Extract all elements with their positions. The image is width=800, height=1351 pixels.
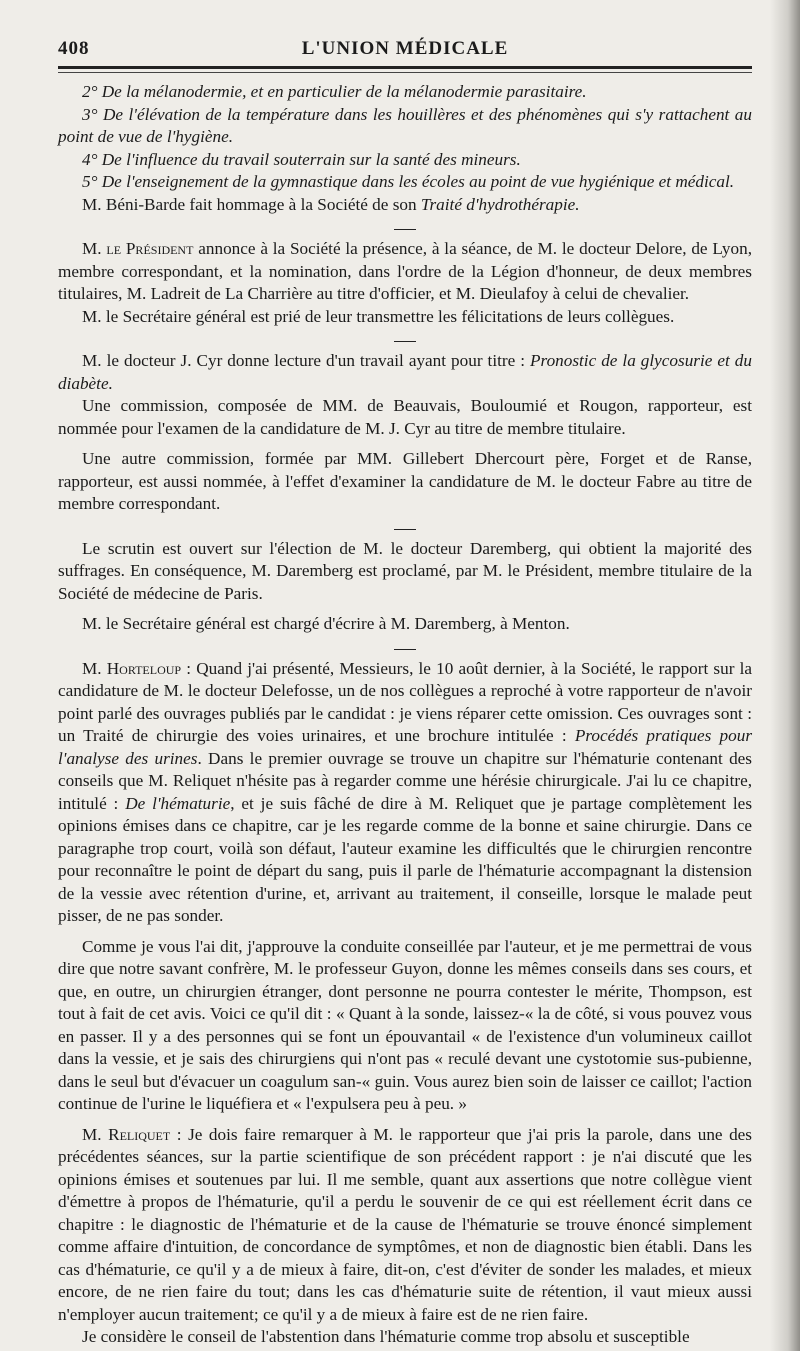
paragraph-president: M. le Président annonce à la Société la présence, à la séance, de M. le docteur Delore, de Lyon, membre correspondant, et la nomination, dans l'ordre de la Légion d'honneur, de deux membres titulaires, M. Ladreit de La Charrière au titre d'officier, et M. Dieulafoy à celui de chevalier. <box>58 239 752 303</box>
list-item: 5° De l'enseignement de la gymnastique dans les écoles au point de vue hygiénique et médical. <box>82 172 735 191</box>
section-separator <box>58 222 752 232</box>
paragraph-commission-2: Une autre commission, formée par MM. Gillebert Dhercourt père, Forget et de Ranse, rapporteur, est aussi nommée, à l'effet d'examiner la candidature de M. le docteur Fabre au titre de membre correspondant. <box>58 449 752 513</box>
paragraph-horteloup: M. Horteloup : Quand j'ai présenté, Messieurs, le 10 août dernier, à la Société, le rapport sur la candidature de M. le docteur Delefosse, un de nos collègues a reproché à votre rapporteur de n'avoir point parlé des ouvrages publiés par le candidat : je viens réparer cette omission. Ces ouvrages sont : un Traité de chirurgie des voies urinaires, et une brochure intitulée : Procédés pratiques pour l'analyse des urines. Dans le premier ouvrage se trouve un chapitre sur l'hématurie contenant des conseils que M. Reliquet n'hésite pas à regarder comme une hérésie chirurgicale. J'ai lu ce chapitre, intitulé : De l'hématurie, et je suis fâché de dire à M. Reliquet que je partage complètement les opinions émises dans ce chapitre, car je les regarde comme de la bonne et saine chirurgie. Dans ce paragraphe trop court, voilà son défaut, l'auteur examine les difficultés que le chirurgien rencontre pour reconnaître le point de départ du sang, puis il parle de l'hématurie accompagnant la distension de la vessie avec rétention d'urine, et, arrivant au traitement, il conseille, lorsque le malade peut pisser, de ne pas sonder. <box>58 658 753 925</box>
header-rule <box>58 66 752 69</box>
paragraph-comme: Comme je vous l'ai dit, j'approuve la conduite conseillée par l'auteur, et je me permettrai de vous dire que notre savant confrère, M. le professeur Guyon, donne les mêmes conseils dans ses cours, et que, en outre, un chirurgien étranger, dont personne ne pourra contester le mérite, Thompson, est tout à fait de cet avis. Voici ce qu'il dit : « Quant à la sonde, laissez-« la de côté, si vous pouvez vous en passer. Il y a des personnes qui se font un épouvantail « de l'existence d'un volumineux caillot dans la vessie, et je sais des chirurgiens qui n'ont pas « reculé devant une cystotomie sus-pubienne, dans le seul but d'évacuer un coagulum san-« guin. Vous aurez bien soin de laisser ce caillot; l'action continue de l'urine le liquéfiera et « l'expulsera peu à peu. » <box>58 936 752 1113</box>
paragraph-secretaire-2: M. le Secrétaire général est chargé d'écrire à M. Daremberg, à Menton. <box>82 614 570 633</box>
section-separator <box>58 522 752 532</box>
section-separator <box>58 334 752 344</box>
section-separator <box>58 642 752 652</box>
body-text <box>58 81 752 1349</box>
paragraph-reliquet: M. Reliquet : Je dois faire remarquer à M. le rapporteur que j'ai pris la parole, dans une des précédentes séances, sur la partie scientifique de son précédent rapport : je n'ai discuté que les opinions émises et soutenues par lui. Il me semble, quant aux assertions que notre collègue vient d'émettre à propos de l'hématurie, qu'il a perdu le souvenir de ce qui est réellement écrit dans ce chapitre : le diagnostic de l'hématurie et de la cause de l'hématurie se trouve énoncé simplement comme affaire d'intuition, de concordance de symptômes, et non de diagnostic bien établi. Dans les cas d'hématurie, ce qu'il y a de mieux à faire, dit-on, c'est d'éviter de sonder les malades, et mieux encore, de ne rien faire du tout; dans les cas d'hématurie suite de rétention, il vaut mieux aussi n'employer aucun traitement; ce qu'il y a de mieux à faire est de ne rien faire. <box>58 1124 752 1324</box>
list-item: 2° De la mélanodermie, et en particulier de la mélanodermie parasitaire. <box>82 82 587 101</box>
paragraph-cyr: M. le docteur J. Cyr donne lecture d'un travail ayant pour titre : Pronostic de la glycosurie et du diabète. <box>58 351 752 393</box>
paragraph-commission-1: Une commission, composée de MM. de Beauvais, Bouloumié et Rougon, rapporteur, est nommée pour l'examen de la candidature de M. J. Cyr au titre de membre titulaire. <box>58 396 752 438</box>
page-number: 408 <box>58 38 90 59</box>
list-item: 4° De l'influence du travail souterrain sur la santé des mineurs. <box>82 149 521 169</box>
topic-list <box>58 81 752 194</box>
paragraph-homage: M. Béni-Barde fait hommage à la Société de son Traité d'hydrothérapie. <box>82 194 580 214</box>
page-edge-shadow <box>770 0 800 1351</box>
paragraph-considere: Je considère le conseil de l'abstention dans l'hématurie comme trop absolu et susceptible <box>82 1327 690 1346</box>
paragraph-scrutin: Le scrutin est ouvert sur l'élection de M. le docteur Daremberg, qui obtient la majorité des suffrages. En conséquence, M. Daremberg est proclamé, par M. le Président, membre titulaire de la Société de médecine de Paris. <box>58 538 752 603</box>
paragraph-secretaire-1: M. le Secrétaire général est prié de leur transmettre les félicitations de leurs collègues. <box>82 306 675 326</box>
journal-title: L'UNION MÉDICALE <box>301 38 509 59</box>
header-rule-thin <box>58 72 752 73</box>
running-header <box>58 30 752 64</box>
list-item: 3° De l'élévation de la température dans les houillères et des phénomènes qui s'y rattachent au point de vue de l'hygiène. <box>58 104 752 146</box>
